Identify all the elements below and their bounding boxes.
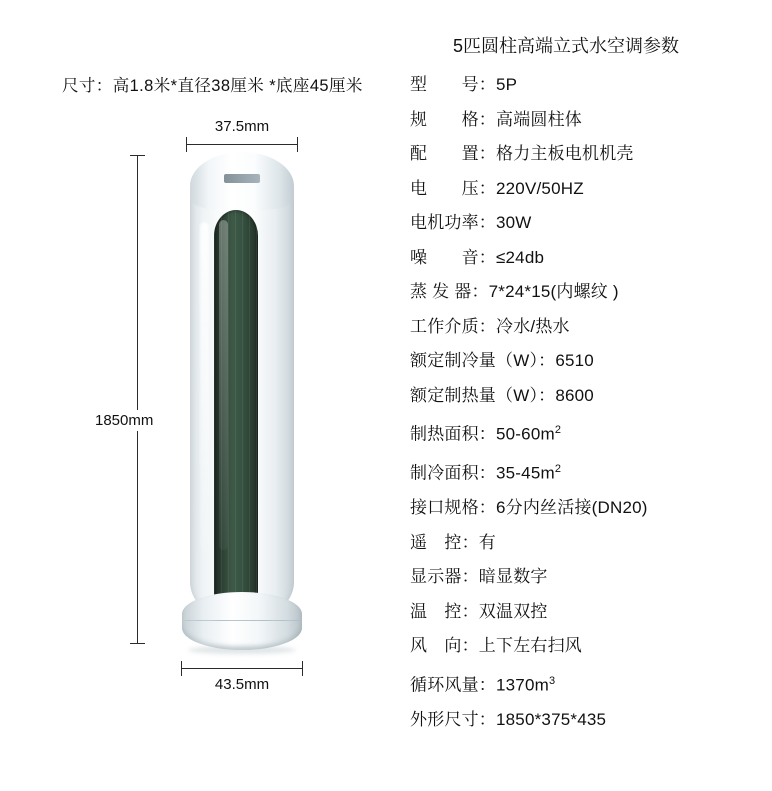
dimension-note: 尺寸：高1.8米*直径38厘米 *底座45厘米 xyxy=(62,77,363,95)
top-width-dimension-line xyxy=(186,144,298,145)
spec-list xyxy=(410,68,772,737)
bottom-width-label: 43.5mm xyxy=(214,676,270,693)
spec-airflow-text: 循环风量：1370m xyxy=(410,675,549,695)
spec-cooling-area-sup: 2 xyxy=(554,463,562,476)
spec-row-voltage: 电 压：220V/50HZ xyxy=(410,178,584,198)
spec-row-port-spec: 接口规格：6分内丝活接(DN20) xyxy=(410,498,648,518)
spec-heating-area-sup: 2 xyxy=(554,424,562,436)
unit-drop-shadow xyxy=(188,646,296,654)
unit-base-seam xyxy=(184,620,300,621)
body-gloss-highlight xyxy=(200,222,209,552)
spec-row-noise: 噪 音：≤24db xyxy=(410,247,545,267)
spec-row-display: 显示器：暗显数字 xyxy=(410,567,548,587)
spec-row-model: 型 号：5P xyxy=(410,75,518,94)
spec-row-medium: 工作介质：冷水/热水 xyxy=(410,316,570,336)
specification-panel xyxy=(396,0,772,791)
spec-row-motor-power: 电机功率：30W xyxy=(410,213,532,232)
panel-glare xyxy=(219,220,228,550)
unit-base xyxy=(182,592,302,650)
spec-heating-area-text: 制热面积：50-60m xyxy=(410,424,555,444)
spec-row-configuration: 配 置：格力主板电机机壳 xyxy=(410,144,634,163)
top-width-label: 37.5mm xyxy=(214,118,270,135)
height-label: 1850mm xyxy=(95,412,154,429)
spec-row-cooling-area xyxy=(410,452,772,491)
spec-row-evaporator: 蒸 发 器：7*24*15(内螺纹 ) xyxy=(410,282,619,301)
spec-row-cooling-capacity: 额定制冷量（W）：6510 xyxy=(410,351,594,370)
spec-title: 5匹圆柱高端立式水空调参数 xyxy=(452,36,679,56)
unit-front-display-panel xyxy=(214,210,258,628)
spec-row-dimensions: 外形尺寸：1850*375*435 xyxy=(410,709,607,729)
spec-row-air-direction: 风 向：上下左右扫风 xyxy=(410,636,582,656)
spec-cooling-area-text: 制冷面积：35-45m xyxy=(410,463,555,483)
spec-row-airflow xyxy=(410,664,772,703)
air-conditioner-illustration xyxy=(178,152,306,652)
spec-row-temp-control: 温 控：双温双控 xyxy=(410,601,548,621)
height-dimension-line xyxy=(137,155,138,644)
spec-row-heating-area xyxy=(410,413,772,452)
brand-badge-icon xyxy=(224,174,260,183)
bottom-width-dimension-line xyxy=(181,668,303,669)
spec-row-heating-capacity: 额定制热量（W）：8600 xyxy=(410,385,594,405)
spec-airflow-sup: 3 xyxy=(548,674,556,687)
spec-row-type: 规 格：高端圆柱体 xyxy=(410,109,582,129)
spec-row-remote: 遥 控：有 xyxy=(410,532,496,552)
